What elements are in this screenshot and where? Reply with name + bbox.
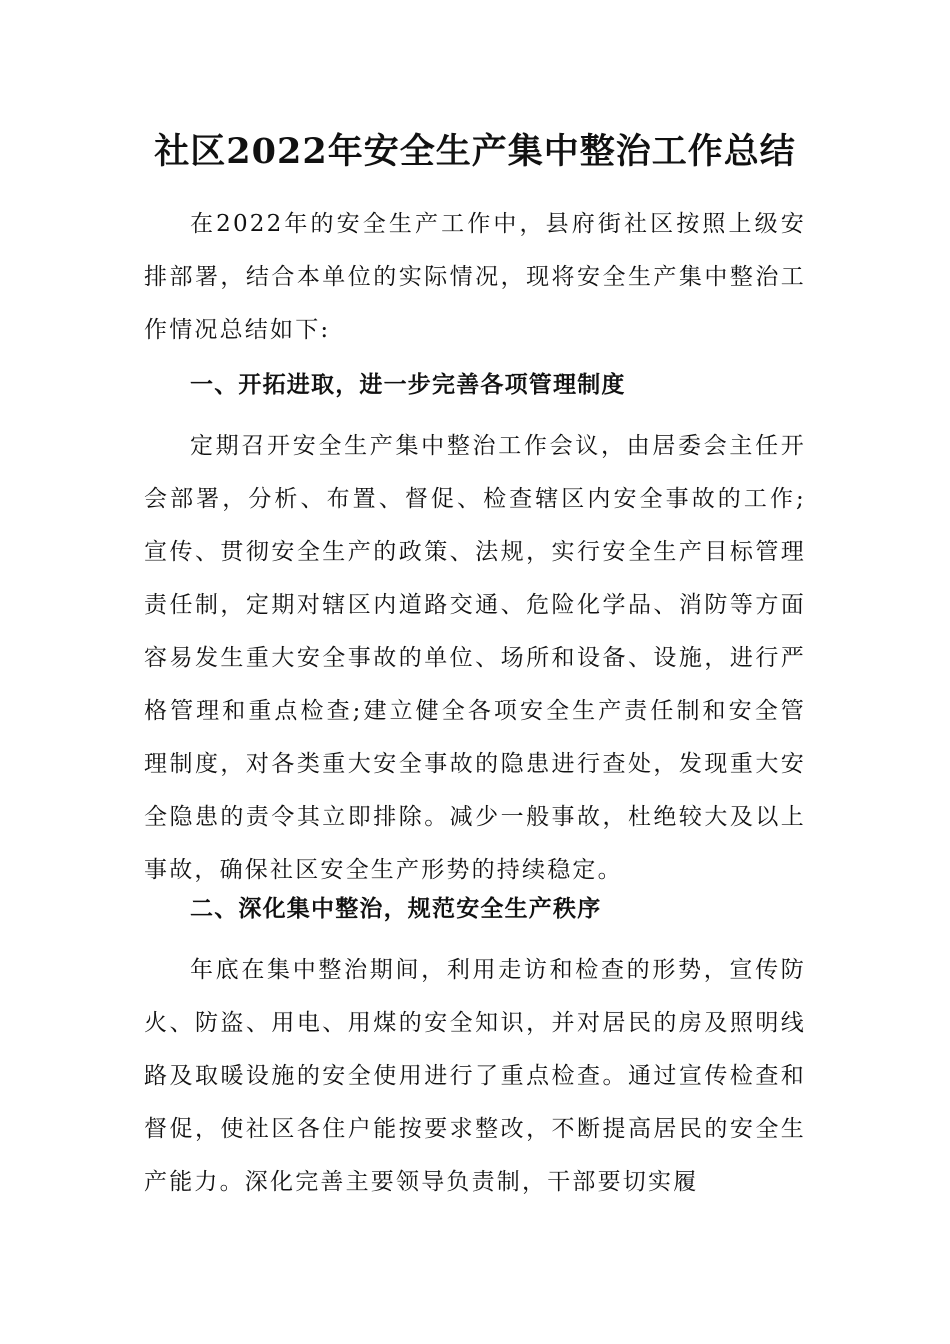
section-body-1: 定期召开安全生产集中整治工作会议，由居委会主任开会部署，分析、布置、督促、检查辖区内安全事故的工作;宣传、贯彻安全生产的政策、法规，实行安全生产目标管理责任制，定期对辖区内道路交通、危险化学品、消防等方面容易发生重大安全事故的单位、场所和设备、设施，进行严格管理和重点检查;建立健全各项安全生产责任制和安全管理制度，对各类重大安全事故的隐患进行查处，发现重大安全隐患的责令其立即排除。减少一般事故，杜绝较大及以上事故，确保社区安全生产形势的持续稳定。 xyxy=(144,433,806,883)
section-heading-2: 二、深化集中整治，规范安全生产秩序 xyxy=(190,895,602,922)
section-heading-1: 一、开拓进取，进一步完善各项管理制度 xyxy=(190,371,626,398)
document-title: 社区2022年安全生产集中整治工作总结 xyxy=(154,131,796,172)
section-body-2: 年底在集中整治期间，利用走访和检查的形势，宣传防火、防盗、用电、用煤的安全知识，并对居民的房及照明线路及取暖设施的安全使用进行了重点检查。通过宣传检查和督促，使社区各住户能按要求整改，不断提高居民的安全生产能力。深化完善主要领导负责制，干部要切实履 xyxy=(144,957,806,1195)
intro-paragraph: 在2022年的安全生产工作中，县府街社区按照上级安排部署，结合本单位的实际情况，现将安全生产集中整治工作情况总结如下: xyxy=(144,211,806,343)
